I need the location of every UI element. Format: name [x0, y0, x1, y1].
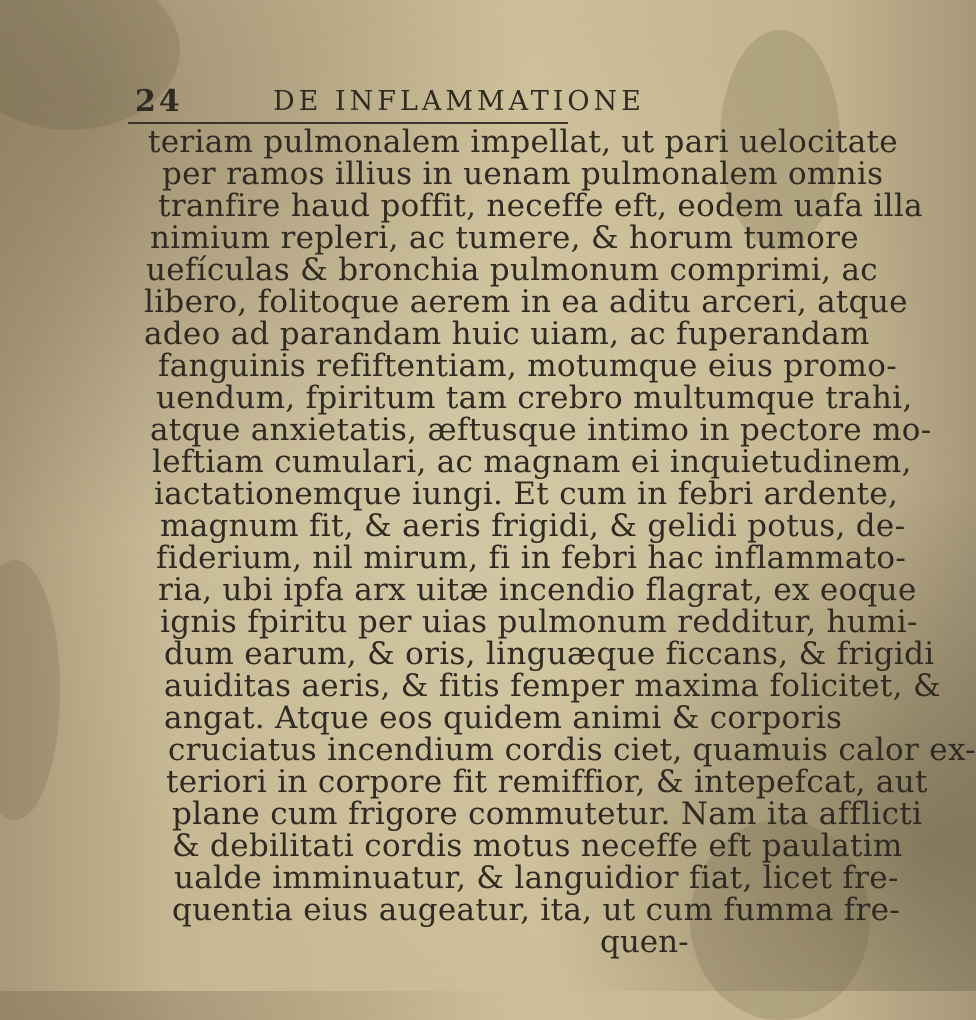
text-line: uefículas & bronchia pulmonum comprimi, ac	[146, 252, 878, 288]
text-line: auiditas aeris, & fitis femper maxima folicitet, &	[164, 668, 941, 704]
text-line: uendum, fpiritum tam crebro multumque trahi,	[156, 380, 913, 416]
text-line: dum earum, & oris, linguæque ficcans, & frigidi	[164, 636, 935, 672]
text-line: teriam pulmonalem impellat, ut pari uelocitate	[148, 124, 898, 160]
text-line: teriori in corpore fit remiffior, & intepefcat, aut	[166, 764, 928, 800]
text-line: leftiam cumulari, ac magnam ei inquietudinem,	[152, 444, 912, 480]
text-line: adeo ad parandam huic uiam, ac fuperandam	[144, 316, 870, 352]
running-title: DE INFLAMMATIONE	[273, 86, 645, 117]
text-line: atque anxietatis, æftusque intimo in pectore mo-	[150, 412, 932, 448]
page-number: 24	[135, 84, 183, 119]
paper-stain	[0, 560, 60, 820]
catchword: quen-	[600, 924, 689, 960]
text-line: fiderium, nil mirum, fi in febri hac inflammato-	[156, 540, 907, 576]
text-line: fanguinis refiftentiam, motumque eius promo-	[158, 348, 897, 384]
text-line: ignis fpiritu per uias pulmonum redditur, humi-	[160, 604, 918, 640]
text-line: quentia eius augeatur, ita, ut cum fumma fre-	[172, 892, 901, 928]
text-line: angat. Atque eos quidem animi & corporis	[164, 700, 843, 736]
text-line: nimium repleri, ac tumere, & horum tumore	[150, 220, 859, 256]
text-line: ualde imminuatur, & languidior fiat, licet fre-	[174, 860, 899, 896]
text-line: per ramos illius in uenam pulmonalem omnis	[162, 156, 884, 192]
text-line: plane cum frigore commutetur. Nam ita afflicti	[172, 796, 923, 832]
text-line: ria, ubi ipfa arx uitæ incendio flagrat, ex eoque	[158, 572, 917, 608]
text-line: & debilitati cordis motus neceffe eft paulatim	[172, 828, 903, 864]
text-line: magnum fit, & aeris frigidi, & gelidi potus, de-	[160, 508, 906, 544]
text-line: tranfire haud poffit, neceffe eft, eodem uafa illa	[158, 188, 923, 224]
text-line: iactationemque iungi. Et cum in febri ardente,	[154, 476, 899, 512]
page-header	[135, 82, 645, 122]
text-line: libero, folitoque aerem in ea aditu arceri, atque	[144, 284, 908, 320]
text-line: cruciatus incendium cordis ciet, quamuis calor ex-	[168, 732, 976, 768]
